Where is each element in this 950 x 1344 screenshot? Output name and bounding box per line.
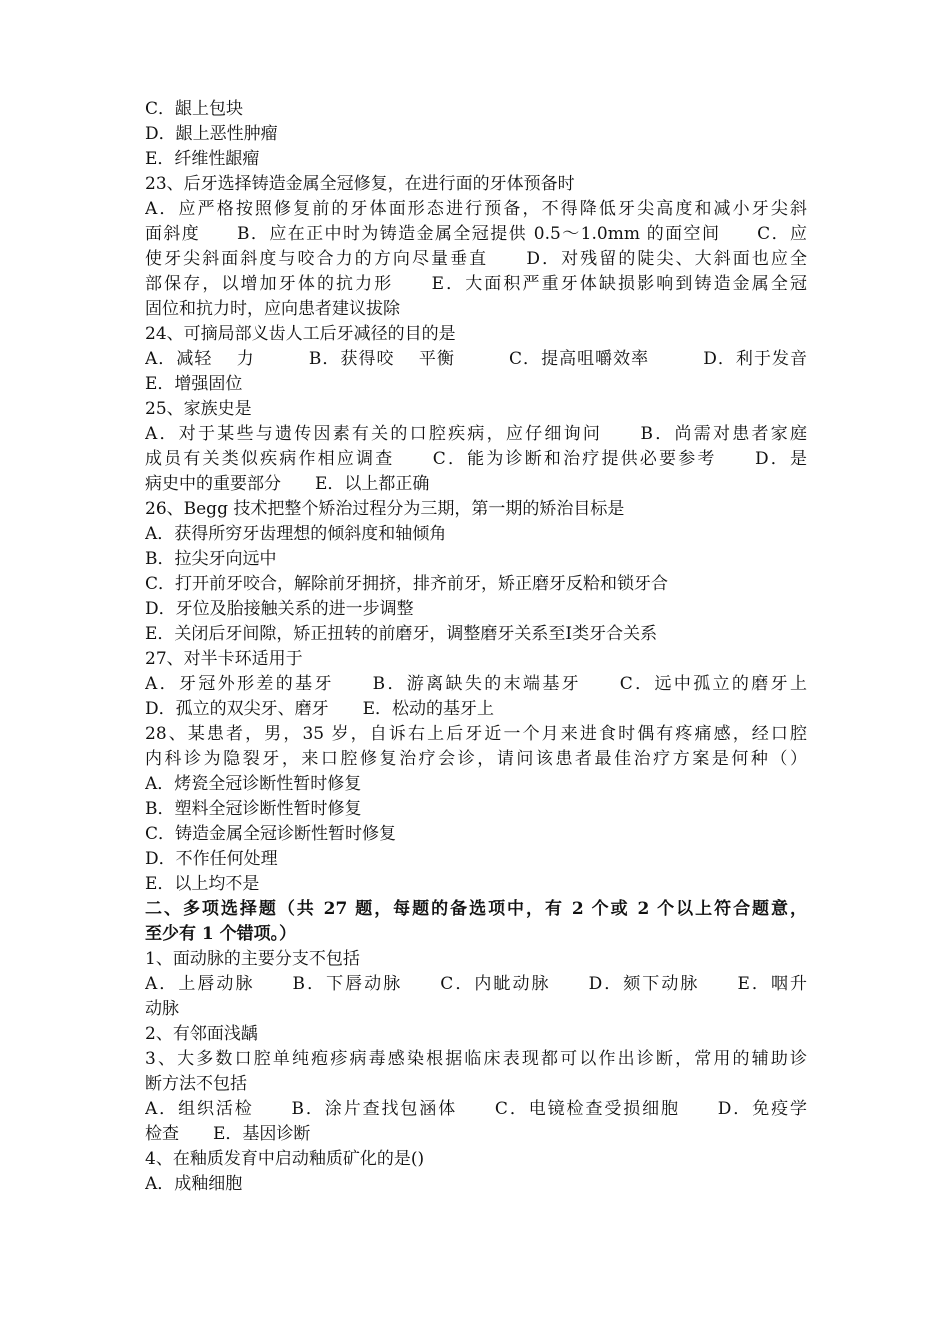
option-line: D．不作任何处理: [145, 849, 278, 869]
option-line: A．对于某些与遗传因素有关的口腔疾病，应仔细询问 B．尚需对患者家庭: [145, 424, 807, 444]
question-line: 4、在釉质发育中启动釉质矿化的是(): [145, 1149, 425, 1169]
section-heading: 至少有 1 个错项。）: [145, 924, 297, 944]
document-page: [145, 97, 807, 1197]
option-line: C．龈上包块: [145, 99, 244, 119]
option-line: E．增强固位: [145, 374, 243, 394]
option-line: 成员有关类似疾病作相应调查 C．能为诊断和治疗提供必要参考 D．是: [145, 449, 807, 469]
option-line: A．上唇动脉 B．下唇动脉 C．内眦动脉 D．颏下动脉 E．咽升: [145, 974, 807, 994]
option-line: C．打开前牙咬合，解除前牙拥挤，排齐前牙，矫正磨牙反粭和锁牙合: [145, 574, 669, 594]
option-line: B．塑料全冠诊断性暂时修复: [145, 799, 362, 819]
question-line: 1、面动脉的主要分支不包括: [145, 949, 360, 969]
option-line: C．铸造金属全冠诊断性暂时修复: [145, 824, 397, 844]
option-line: 病史中的重要部分 E．以上都正确: [145, 474, 430, 494]
option-line: E．纤维性龈瘤: [145, 149, 260, 169]
option-line: 固位和抗力时，应向患者建议拔除: [145, 299, 400, 319]
section-heading: 二、多项选择题（共 27 题，每题的备选项中，有 2 个或 2 个以上符合题意，: [145, 899, 807, 919]
option-line: A．应严格按照修复前的牙体面形态进行预备，不得降低牙尖高度和减小牙尖斜: [145, 199, 807, 219]
option-line: A．牙冠外形差的基牙 B．游离缺失的末端基牙 C．远中孤立的磨牙上: [145, 674, 807, 694]
option-line: 动脉: [145, 999, 179, 1019]
question-line: 23、后牙选择铸造金属全冠修复，在进行面的牙体预备时: [145, 174, 575, 194]
question-line: 2、有邻面浅龋: [145, 1024, 258, 1044]
question-line: 28、某患者，男，35 岁，自诉右上后牙近一个月来进食时偶有疼痛感，经口腔: [145, 724, 807, 744]
option-line: 部保存，以增加牙体的抗力形 E．大面积严重牙体缺损影响到铸造金属全冠: [145, 274, 807, 294]
option-line: 面斜度 B．应在正中时为铸造金属全冠提供 0.5～1.0mm 的面空间 C．应: [145, 224, 807, 244]
question-line: 25、家族史是: [145, 399, 252, 419]
option-line: E．以上均不是: [145, 874, 260, 894]
option-line: D．牙位及胎接触关系的进一步调整: [145, 599, 414, 619]
option-line: D．孤立的双尖牙、磨牙 E．松动的基牙上: [145, 699, 495, 719]
question-line: 3、大多数口腔单纯疱疹病毒感染根据临床表现都可以作出诊断，常用的辅助诊: [145, 1049, 807, 1069]
option-line: A．组织活检 B．涂片查找包涵体 C．电镜检查受损细胞 D．免疫学: [145, 1099, 807, 1119]
question-line: 27、对半卡环适用于: [145, 649, 303, 669]
option-line: E．关闭后牙间隙，矫正扭转的前磨牙，调整磨牙关系至Ⅰ类牙合关系: [145, 624, 658, 644]
option-line: B．拉尖牙向远中: [145, 549, 277, 569]
option-line: A．烤瓷全冠诊断性暂时修复: [145, 774, 362, 794]
option-line: 使牙尖斜面斜度与咬合力的方向尽量垂直 D．对残留的陡尖、大斜面也应全: [145, 249, 807, 269]
option-line: A．成釉细胞: [145, 1174, 243, 1194]
option-line: 检查 E．基因诊断: [145, 1124, 311, 1144]
question-line: 26、Begg 技术把整个矫治过程分为三期，第一期的矫治目标是: [145, 499, 625, 519]
option-line: A．减轻 力 B．获得咬 平衡 C．提高咀嚼效率 D．利于发音: [145, 349, 807, 369]
question-line: 断方法不包括: [145, 1074, 247, 1094]
question-line: 内科诊为隐裂牙，来口腔修复治疗会诊，请问该患者最佳治疗方案是何种（）: [145, 749, 807, 769]
option-line: D．龈上恶性肿瘤: [145, 124, 278, 144]
question-line: 24、可摘局部义齿人工后牙减径的目的是: [145, 324, 456, 344]
option-line: A．获得所穷牙齿理想的倾斜度和轴倾角: [145, 524, 447, 544]
